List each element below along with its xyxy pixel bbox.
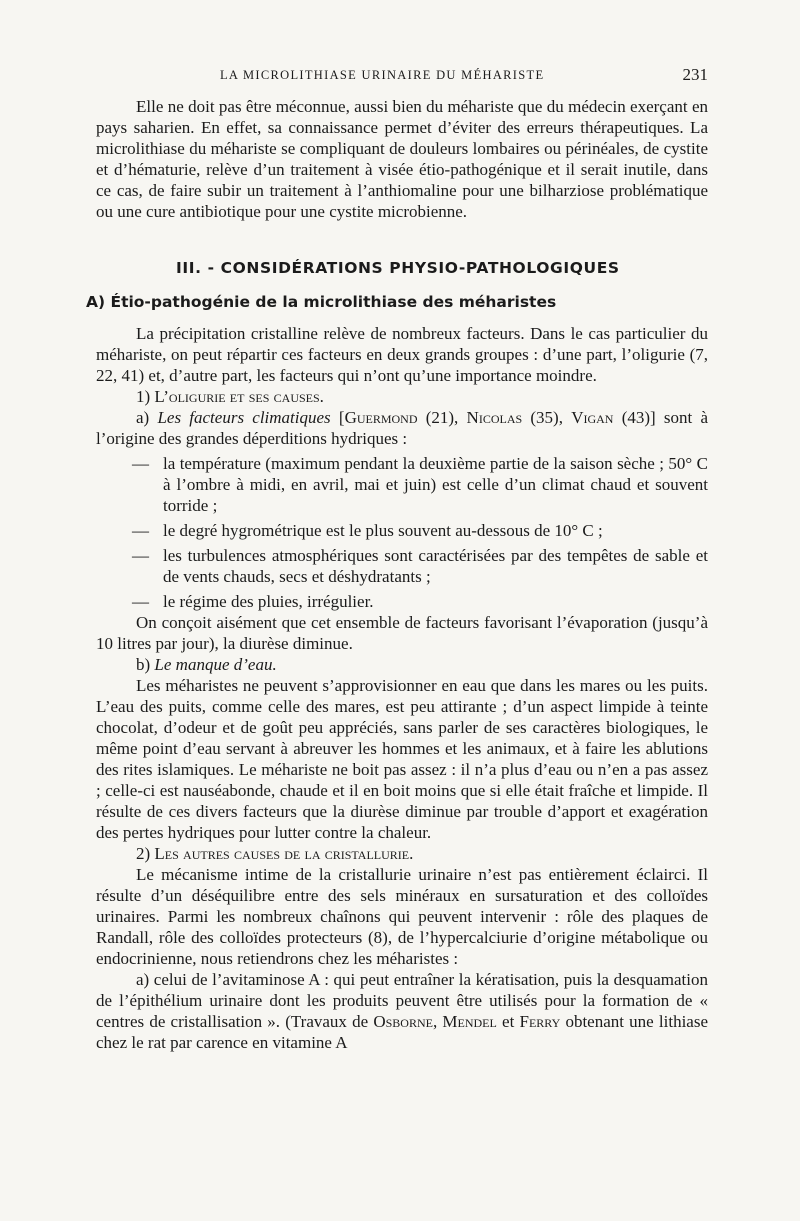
ref-35: (35), [522, 408, 572, 427]
heading-oligurie-number: 1) [136, 387, 151, 406]
author-osborne: Osborne [373, 1012, 433, 1031]
heading-oligurie-title: L’oligurie et ses causes. [154, 387, 324, 406]
climat-bracket: [ [330, 408, 345, 427]
manque-letter: b) [136, 655, 151, 674]
page-number: 231 [682, 65, 708, 84]
heading-oligurie [96, 386, 708, 407]
author-ferry: Ferry [519, 1012, 561, 1031]
ref-43: (43)] [613, 408, 656, 427]
avitaminose-text: a) celui de l’avitaminose A : qui peut entraîner la kératisation, puis la desquamation de l’épithélium urinaire dont les produits peuvent être utilisés pour la formation de « centres de cristallisation ». (Travaux de [96, 970, 708, 1031]
separator: et [496, 1012, 520, 1031]
avitaminose-end: obtenant une lithiase chez le rat par carence en vitamine A [96, 1012, 708, 1052]
paragraph-manque: Les méharistes ne peuvent s’approvisionner en eau que dans les mares ou les puits. L’eau des puits, comme celle des mares, est peu attirante ; d’un aspect limpide à teinte chocolat, d’odeur et de goût peu appréciés, sans parler de ses caractères biologiques, le même point d’eau servant à abreuver les hommes et les animaux, et à faire les ablutions des rites islamiques. Le méhariste ne boit pas assez : il n’a plus d’eau ou n’en a pas assez ; celle-ci est nauséabonde, chaude et il en boit moins que si elle était fraîche et limpide. Il résulte de ces divers facteurs que la diurèse diminue par trouble d’apport et exagération des pertes hydriques pour lutter contre la chaleur. [96, 676, 708, 842]
author-guermond: Guermond [344, 408, 418, 427]
paragraph-climat [96, 407, 708, 449]
paragraph-mecanisme: Le mécanisme intime de la cristallurie urinaire n’est pas entièrement éclairci. Il résulte d’un déséquilibre entre des sels minéraux en sursaturation et des colloïdes urinaires. Parmi les nombreux chaînons qui peuvent intervenir : rôle des plaques de Randall, rôle des colloïdes protecteurs (8), de l’hypercalciurie d’origine métabolique ou endocrinienne, nous retiendrons chez les méharistes : [96, 865, 708, 968]
heading-autres-causes [96, 843, 708, 864]
dash-icon: — [132, 592, 149, 611]
list-item-text: le degré hygrométrique est le plus souvent au-dessous de 10° C ; [163, 521, 603, 540]
paragraph-evaporation: On conçoit aisément que cet ensemble de facteurs favorisant l’évaporation (jusqu’à 10 litres par jour), la diurèse diminue. [96, 613, 708, 653]
ref-21: (21), [417, 408, 467, 427]
article-body [86, 96, 709, 1053]
list-item-text: le régime des pluies, irrégulier. [163, 592, 374, 611]
heading-autres-number: 2) [136, 844, 151, 863]
dash-icon: — [132, 454, 149, 473]
dash-icon: — [132, 546, 149, 565]
separator: , [432, 1012, 443, 1031]
climat-continuation: sont à l’origine des grandes déperditions hydriques : [96, 408, 709, 448]
list-item-text: la température (maximum pendant la deuxième partie de la saison sèche ; 50° C à l’ombre à midi, en avril, mai et juin) est celle d’un climat chaud et souvent torride ; [163, 454, 708, 515]
climate-list [96, 453, 708, 612]
list-item-text: les turbulences atmosphériques sont caractérisées par des tempêtes de sable et de vents chauds, secs et déshydratants ; [163, 546, 708, 586]
author-vigan: Vigan [571, 408, 614, 427]
subsection-title: A) Étio-pathogénie de la microlithiase des méharistes [86, 293, 557, 311]
heading-autres-title: Les autres causes de la cristallurie. [154, 844, 414, 863]
list-item [96, 453, 708, 516]
intro-paragraph: Elle ne doit pas être méconnue, aussi bien du méhariste que du médecin exerçant en pays saharien. En effet, sa connaissance permet d’éviter des erreurs thérapeutiques. La microlithiase du méhariste se compliquant de douleurs lombaires ou périnéales, de cystite et d’hématurie, relève d’un traitement à visée étio-pathogénique et il serait inutile, dans ce cas, de faire subir un traitement à l’anthiomaline pour une bilharziose problématique ou une cure antibiotique pour une cystite microbienne. [96, 97, 708, 221]
list-item [96, 591, 708, 612]
list-item [96, 545, 708, 587]
dash-icon: — [132, 521, 149, 540]
section-title: III. - CONSIDÉRATIONS PHYSIO-PATHOLOGIQUES [176, 259, 620, 277]
climat-letter: a) [136, 408, 150, 427]
author-mendel: Mendel [442, 1012, 497, 1031]
running-title: LA MICROLITHIASE URINAIRE DU MÉHARISTE [220, 68, 545, 82]
paragraph-avitaminose [96, 969, 708, 1053]
climat-title: Les facteurs climatiques [157, 408, 331, 427]
author-nicolas: Nicolas [466, 408, 523, 427]
page-header [96, 66, 708, 88]
list-item [96, 520, 708, 541]
manque-title: Le manque d’eau. [154, 655, 277, 674]
paragraph-factors: La précipitation cristalline relève de nombreux facteurs. Dans le cas particulier du méhariste, on peut répartir ces facteurs en deux grands groupes : d’une part, l’oligurie (7, 22, 41) et, d’autre part, les facteurs qui n’ont qu’une importance moindre. [96, 324, 708, 385]
heading-manque [96, 654, 708, 675]
